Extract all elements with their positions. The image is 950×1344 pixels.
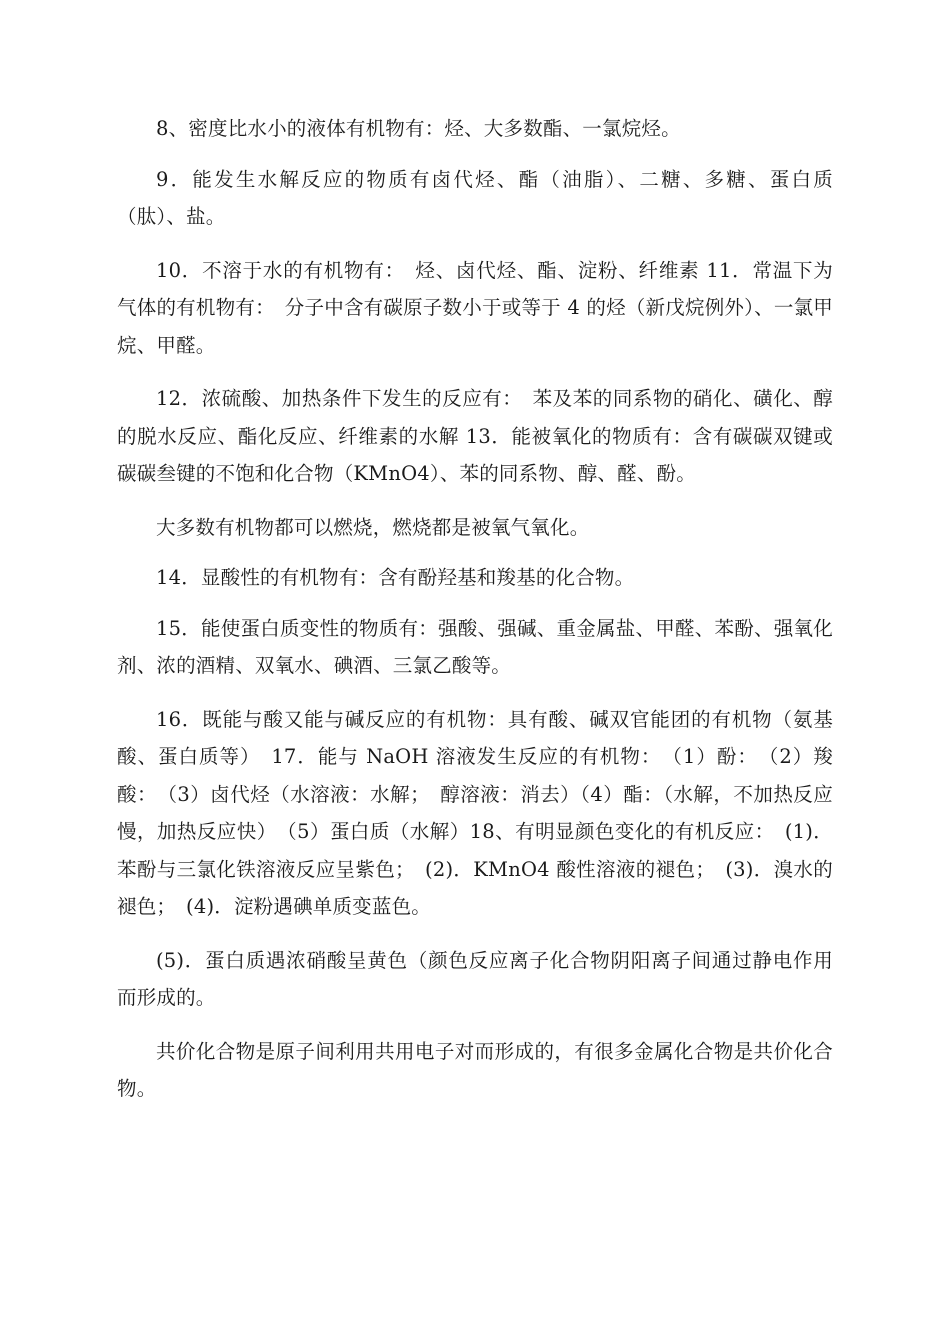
paragraph-9: 9．能发生水解反应的物质有卤代烃、酯（油脂）、二糖、多糖、蛋白质（肽）、盐。: [117, 167, 833, 228]
document-page: [117, 110, 833, 1108]
paragraph-12-13: 12．浓硫酸、加热条件下发生的反应有： 苯及苯的同系物的硝化、磺化、醇的脱水反应、酯化反应、纤维素的水解 13．能被氧化的物质有：含有碳碳双键或碳碳叁键的不饱和化合物（KMnO4）、苯的同系物、醇、醛、酚。: [117, 387, 833, 485]
paragraph-14: 14．显酸性的有机物有：含有酚羟基和羧基的化合物。: [156, 566, 635, 589]
paragraph-18-5: (5)．蛋白质遇浓硝酸呈黄色（颜色反应离子化合物阴阳离子间通过静电作用而形成的。: [117, 948, 833, 1009]
paragraph-10-11: 10．不溶于水的有机物有： 烃、卤代烃、酯、淀粉、纤维素 11．常温下为气体的有机物有： 分子中含有碳原子数小于或等于 4 的烃（新戊烷例外）、一氯甲烷、甲醛。: [117, 258, 833, 357]
paragraph-8: 8、密度比水小的液体有机物有：烃、大多数酯、一氯烷烃。: [156, 117, 681, 140]
paragraph-covalent: 共价化合物是原子间利用共用电子对而形成的，有很多金属化合物是共价化合物。: [117, 1039, 833, 1100]
paragraph-combustion: 大多数有机物都可以燃烧，燃烧都是被氧气氧化。: [156, 515, 590, 539]
paragraph-15: 15．能使蛋白质变性的物质有：强酸、强碱、重金属盐、甲醛、苯酚、强氧化剂、浓的酒精、双氧水、碘酒、三氯乙酸等。: [117, 616, 833, 677]
paragraph-16-18: 16．既能与酸又能与碱反应的有机物：具有酸、碱双官能团的有机物（氨基酸、蛋白质等） 17．能与 NaOH 溶液发生反应的有机物： （1）酚： （2）羧酸： （3）卤代烃（水溶液：水解； 醇溶液：消去）（4）酯：（水解，不加热反应慢，加热反应快） （5）蛋白质（水解）18、有明显颜色变化的有机反应： (1)．苯酚与三氯化铁溶液反应呈紫色； (2)．KMnO4 酸性溶液的褪色； (3)．溴水的褪色； (4)．淀粉遇碘单质变蓝色。: [117, 707, 833, 918]
